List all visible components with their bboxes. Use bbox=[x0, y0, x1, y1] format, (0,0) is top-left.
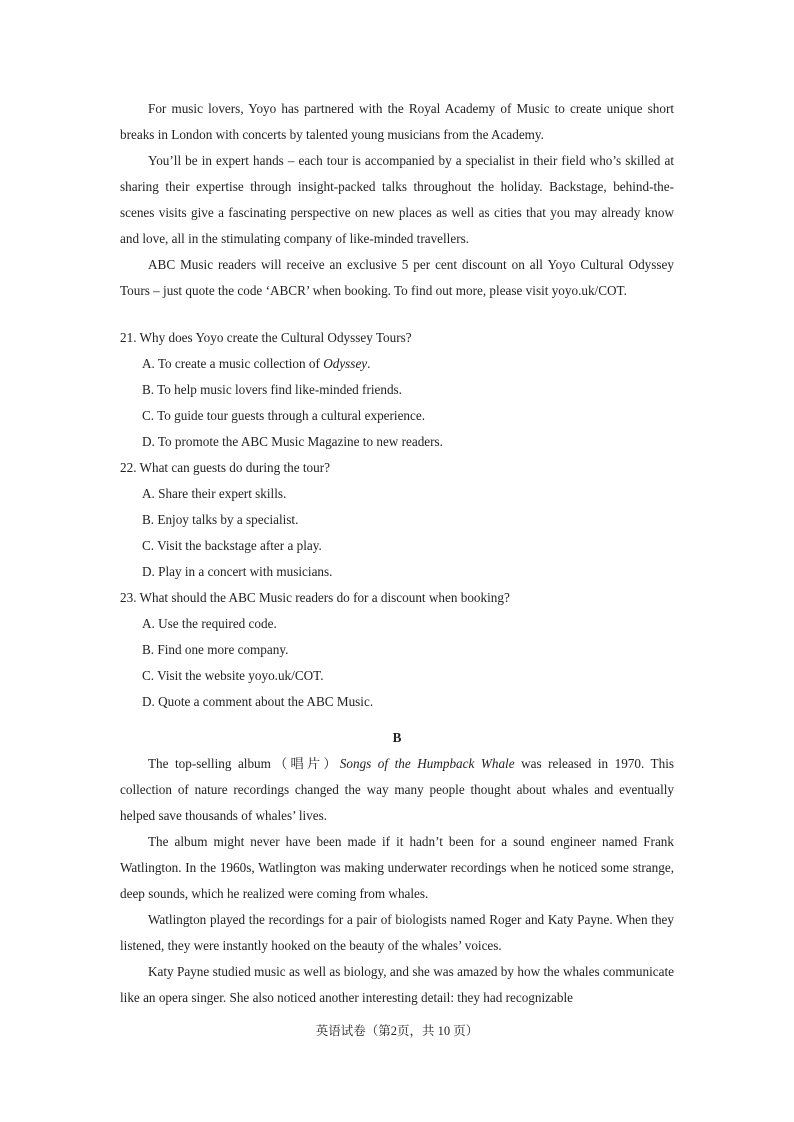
passage-b-paragraph: The album might never have been made if it hadn’t been for a sound engineer named Frank Watlington. In the 1960s, Watlington was making underwater recordings when he noticed some strange, deep sounds, which he realized were coming from whales. bbox=[120, 834, 674, 901]
answer-option: D. Play in a concert with musicians. bbox=[142, 564, 333, 579]
answer-option: A. Share their expert skills. bbox=[142, 486, 287, 501]
question-22 bbox=[120, 455, 674, 585]
passage-b-paragraph: The top-selling album（唱片）Songs of the Humpback Whale was released in 1970. This collection of nature recordings changed the way many people thought about whales and eventually helped save thousands of whales’ lives. bbox=[120, 756, 674, 823]
question-23 bbox=[120, 585, 674, 715]
answer-option: B. To help music lovers find like-minded friends. bbox=[142, 382, 402, 397]
answer-option: A. Use the required code. bbox=[142, 616, 277, 631]
question-stem: 21. Why does Yoyo create the Cultural Odyssey Tours? bbox=[120, 330, 412, 345]
passage-b-paragraph: Watlington played the recordings for a pair of biologists named Roger and Katy Payne. When they listened, they were instantly hooked on the beauty of the whales’ voices. bbox=[120, 912, 674, 953]
answer-option: C. To guide tour guests through a cultural experience. bbox=[142, 408, 426, 423]
question-stem: 22. What can guests do during the tour? bbox=[120, 460, 330, 475]
passage-b-paragraph: Katy Payne studied music as well as biology, and she was amazed by how the whales communicate like an opera singer. She also noticed another interesting detail: they had recognizable bbox=[120, 964, 674, 1005]
passage-a-paragraph: ABC Music readers will receive an exclusive 5 per cent discount on all Yoyo Cultural Odyssey Tours – just quote the code ‘ABCR’ when booking. To find out more, please visit yoyo.uk/COT. bbox=[120, 257, 674, 298]
page-body bbox=[120, 96, 674, 1011]
answer-option: D. To promote the ABC Music Magazine to new readers. bbox=[142, 434, 443, 449]
answer-option: B. Find one more company. bbox=[142, 642, 289, 657]
answer-option: C. Visit the backstage after a play. bbox=[142, 538, 322, 553]
question-stem: 23. What should the ABC Music readers do for a discount when booking? bbox=[120, 590, 510, 605]
section-b-title: B bbox=[392, 730, 402, 745]
answer-option: B. Enjoy talks by a specialist. bbox=[142, 512, 299, 527]
section-gap bbox=[120, 304, 674, 325]
passage-a-paragraph: You’ll be in expert hands – each tour is accompanied by a specialist in their field who’s skilled at sharing their expertise through insight-packed talks throughout the holiday. Backstage, behind-the-scenes visits give a fascinating perspective on new places as well as cities that you may already know and love, all in the stimulating company of like-minded travellers. bbox=[120, 153, 674, 246]
answer-option: D. Quote a comment about the ABC Music. bbox=[142, 694, 374, 709]
passage-a-paragraph: For music lovers, Yoyo has partnered with the Royal Academy of Music to create unique short breaks in London with concerts by talented young musicians from the Academy. bbox=[120, 101, 674, 142]
page-footer: 英语试卷（第2页，共 10 页） bbox=[315, 1024, 479, 1038]
answer-option: C. Visit the website yoyo.uk/COT. bbox=[142, 668, 324, 683]
question-21 bbox=[120, 325, 674, 455]
answer-option: A. To create a music collection of Odyssey. bbox=[142, 356, 371, 371]
